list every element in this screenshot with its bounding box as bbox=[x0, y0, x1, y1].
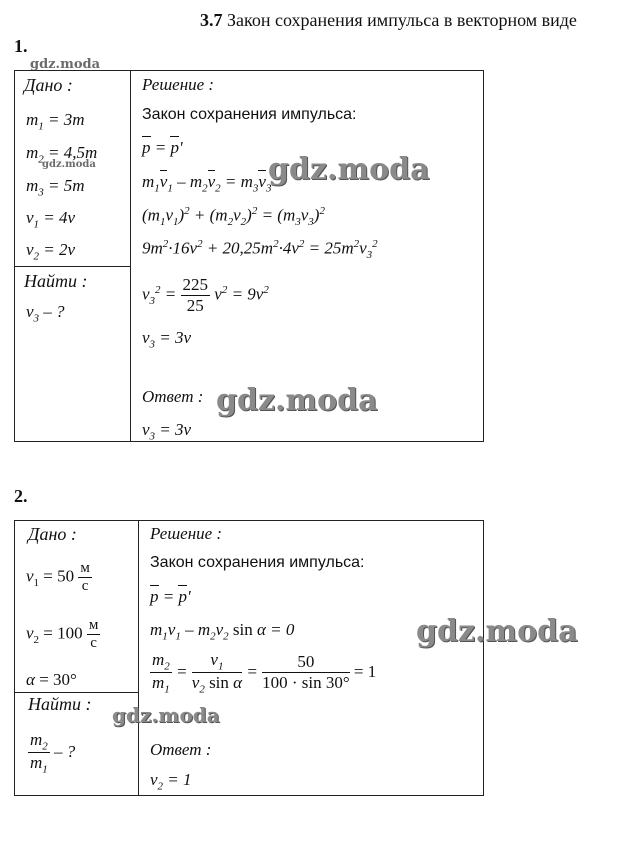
section-title-text: Закон сохранения импульса в векторном виде bbox=[227, 10, 577, 30]
table-divider bbox=[130, 70, 131, 442]
find-label: Найти : bbox=[24, 271, 88, 291]
formula-line: p = p' bbox=[142, 138, 183, 157]
find-item: $v_3$ – ? bbox=[26, 302, 65, 325]
answer-label: Ответ : bbox=[150, 740, 212, 759]
problem-1-number: 1. bbox=[14, 36, 28, 56]
formula-line: $v_3 = 3v$ bbox=[142, 328, 192, 351]
formula-line: $9m^2\cdot 16v^2 + 20,25m^2\cdot 4v^2 = 25m^2v_3^2$ bbox=[142, 238, 378, 262]
answer-label: Ответ : bbox=[142, 387, 204, 406]
watermark: gdz.moda bbox=[216, 383, 378, 418]
given-item: $m_1 = 3m$ bbox=[26, 110, 85, 133]
formula-line: $m_1v_1 - m_2v_2$ sin α = 0 bbox=[150, 620, 295, 643]
given-item: $m_3 = 5m$ bbox=[26, 176, 85, 199]
given-item: α = 30° bbox=[26, 670, 77, 689]
answer-value: $v_3 = 3v$ bbox=[142, 420, 192, 443]
watermark: gdz.moda bbox=[30, 57, 101, 72]
watermark: gdz.moda bbox=[416, 614, 578, 649]
table-divider bbox=[14, 692, 139, 693]
given-item: $v_2 = 2v$ bbox=[26, 240, 76, 263]
watermark: gdz.moda bbox=[112, 703, 220, 727]
formula-line: $\frac{m_2}{m_1}$ = $\frac{v_1}{v_2 \sin \alpha}$ = $\frac{50}{100 \cdot \sin 30^\circ}$ = 1 bbox=[152, 650, 377, 696]
given-label: Дано : bbox=[28, 524, 77, 544]
formula-line: $m_1v_1 - m_2v_2 = m_3v_3$ bbox=[142, 172, 272, 195]
law-text: Закон сохранения импульса: bbox=[150, 554, 365, 571]
solution-label: Решение : bbox=[150, 524, 223, 543]
given-item: $v_1 = 50$ $\frac{м}{с}$ bbox=[26, 560, 90, 594]
given-item: $m_2 = 4,5m$ bbox=[26, 143, 98, 166]
formula-line: $(m_1v_1)^2 + (m_2v_2)^2 = (m_3v_3)^2$ bbox=[142, 205, 325, 229]
section-title bbox=[200, 10, 577, 31]
problem-2-number: 2. bbox=[14, 486, 28, 506]
given-label: Дано : bbox=[24, 75, 73, 95]
section-number: 3.7 bbox=[200, 10, 223, 30]
formula-line: p = p' bbox=[150, 587, 191, 606]
formula-line: $v_3^2$ = $\frac{225}{25}$ $v^2 = 9v^2$ bbox=[142, 275, 269, 315]
given-item: $v_1 = 4v$ bbox=[26, 208, 76, 231]
watermark: gdz.moda bbox=[268, 152, 430, 187]
answer-value: $v_2 = 1$ bbox=[150, 770, 192, 793]
law-text: Закон сохранения импульса: bbox=[142, 106, 357, 123]
table-divider bbox=[14, 266, 131, 267]
find-label: Найти : bbox=[28, 694, 92, 714]
solution-label: Решение : bbox=[142, 75, 215, 94]
find-item: $\frac{m_2}{m_1}$ – ? bbox=[30, 730, 76, 776]
watermark: gdz.moda bbox=[42, 159, 96, 170]
given-item: $v_2 = 100$ $\frac{м}{с}$ bbox=[26, 617, 99, 651]
table-divider bbox=[138, 520, 139, 796]
